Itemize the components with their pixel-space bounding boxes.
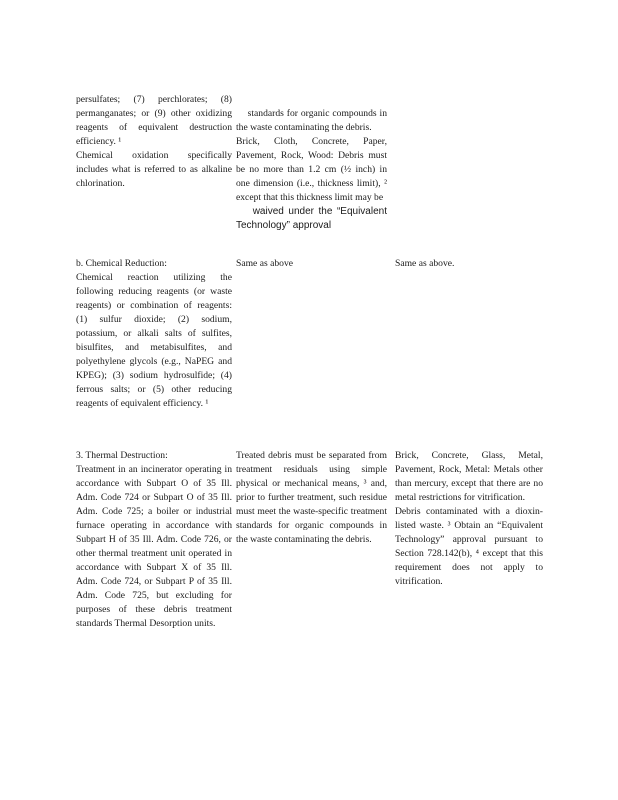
row2-technology-cell: b. Chemical Reduction: Chemical reaction utilizing the following reducing reagents (or waste reagents) or combination of reagents: (1) sulfur dioxide; (2) sodium, potassium, or alkali salts of sulfites, bisulfites, and metabisulfites, and polyethylene glycols (e.g., NaPEG and KPEG); (3) sodium hydrosulfide; (4) ferrous salts; or (5) other reducing reagents of equivalent efficiency. ¹ bbox=[76, 258, 232, 409]
row1-performance-cell bbox=[236, 93, 390, 247]
row1-technology-cell: persulfates; (7) perchlorates; (8) permanganates; or (9) other oxidizing reagents of equivalent destruction efficiency. ¹ Chemical oxidation specifically includes what is referred to as alkaline chlorination. bbox=[76, 94, 232, 189]
row2-performance-cell: Same as above bbox=[236, 258, 294, 269]
row3-technology-cell: 3. Thermal Destruction: Treatment in an incinerator operating in accordance with Subpart O of 35 Ill. Adm. Code 724 or Subpart O of 35 Ill. Adm. Code 725; a boiler or industrial furnace operating in accordance with Subpart H of 35 Ill. Adm. Code 726, or other thermal treatment unit operated in accordance with Subpart X of 35 Ill. Adm. Code 724, or Subpart P of 35 Ill. Adm. Code 725, but excluding for purposes of these debris treatment standards Thermal Desorption units. bbox=[76, 450, 232, 629]
row1-performance-text: standards for organic compounds in the waste contaminating the debris. Brick, Cloth, Concrete, Paper, Pavement, Rock, Wood: Debris must be no more than 1.2 cm (½ inch) in one dimension (i.e., thickness limit), ² except that this thickness limit may be bbox=[236, 108, 387, 203]
row1-performance-tail-text: waived under the “Equivalent Technology” approval bbox=[236, 206, 390, 231]
row3-contaminant-cell: Brick, Concrete, Glass, Metal, Pavement, Rock, Metal: Metals other than mercury, except that there are no metal restrictions for vitrification. Debris contaminated with a dioxin-listed waste. ³ Obtain an “Equivalent Technology” approval pursuant to Section 728.142(b), ⁴ except that this requirement does not apply to vitrification. bbox=[395, 450, 543, 587]
row2-contaminant-cell: Same as above. bbox=[395, 258, 455, 269]
row3-performance-cell: Treated debris must be separated from treatment residuals using simple physical or mechanical means, ³ and, prior to further treatment, such residue must meet the waste-specific treatment standards for organic compounds in the waste contaminating the debris. bbox=[236, 450, 390, 545]
